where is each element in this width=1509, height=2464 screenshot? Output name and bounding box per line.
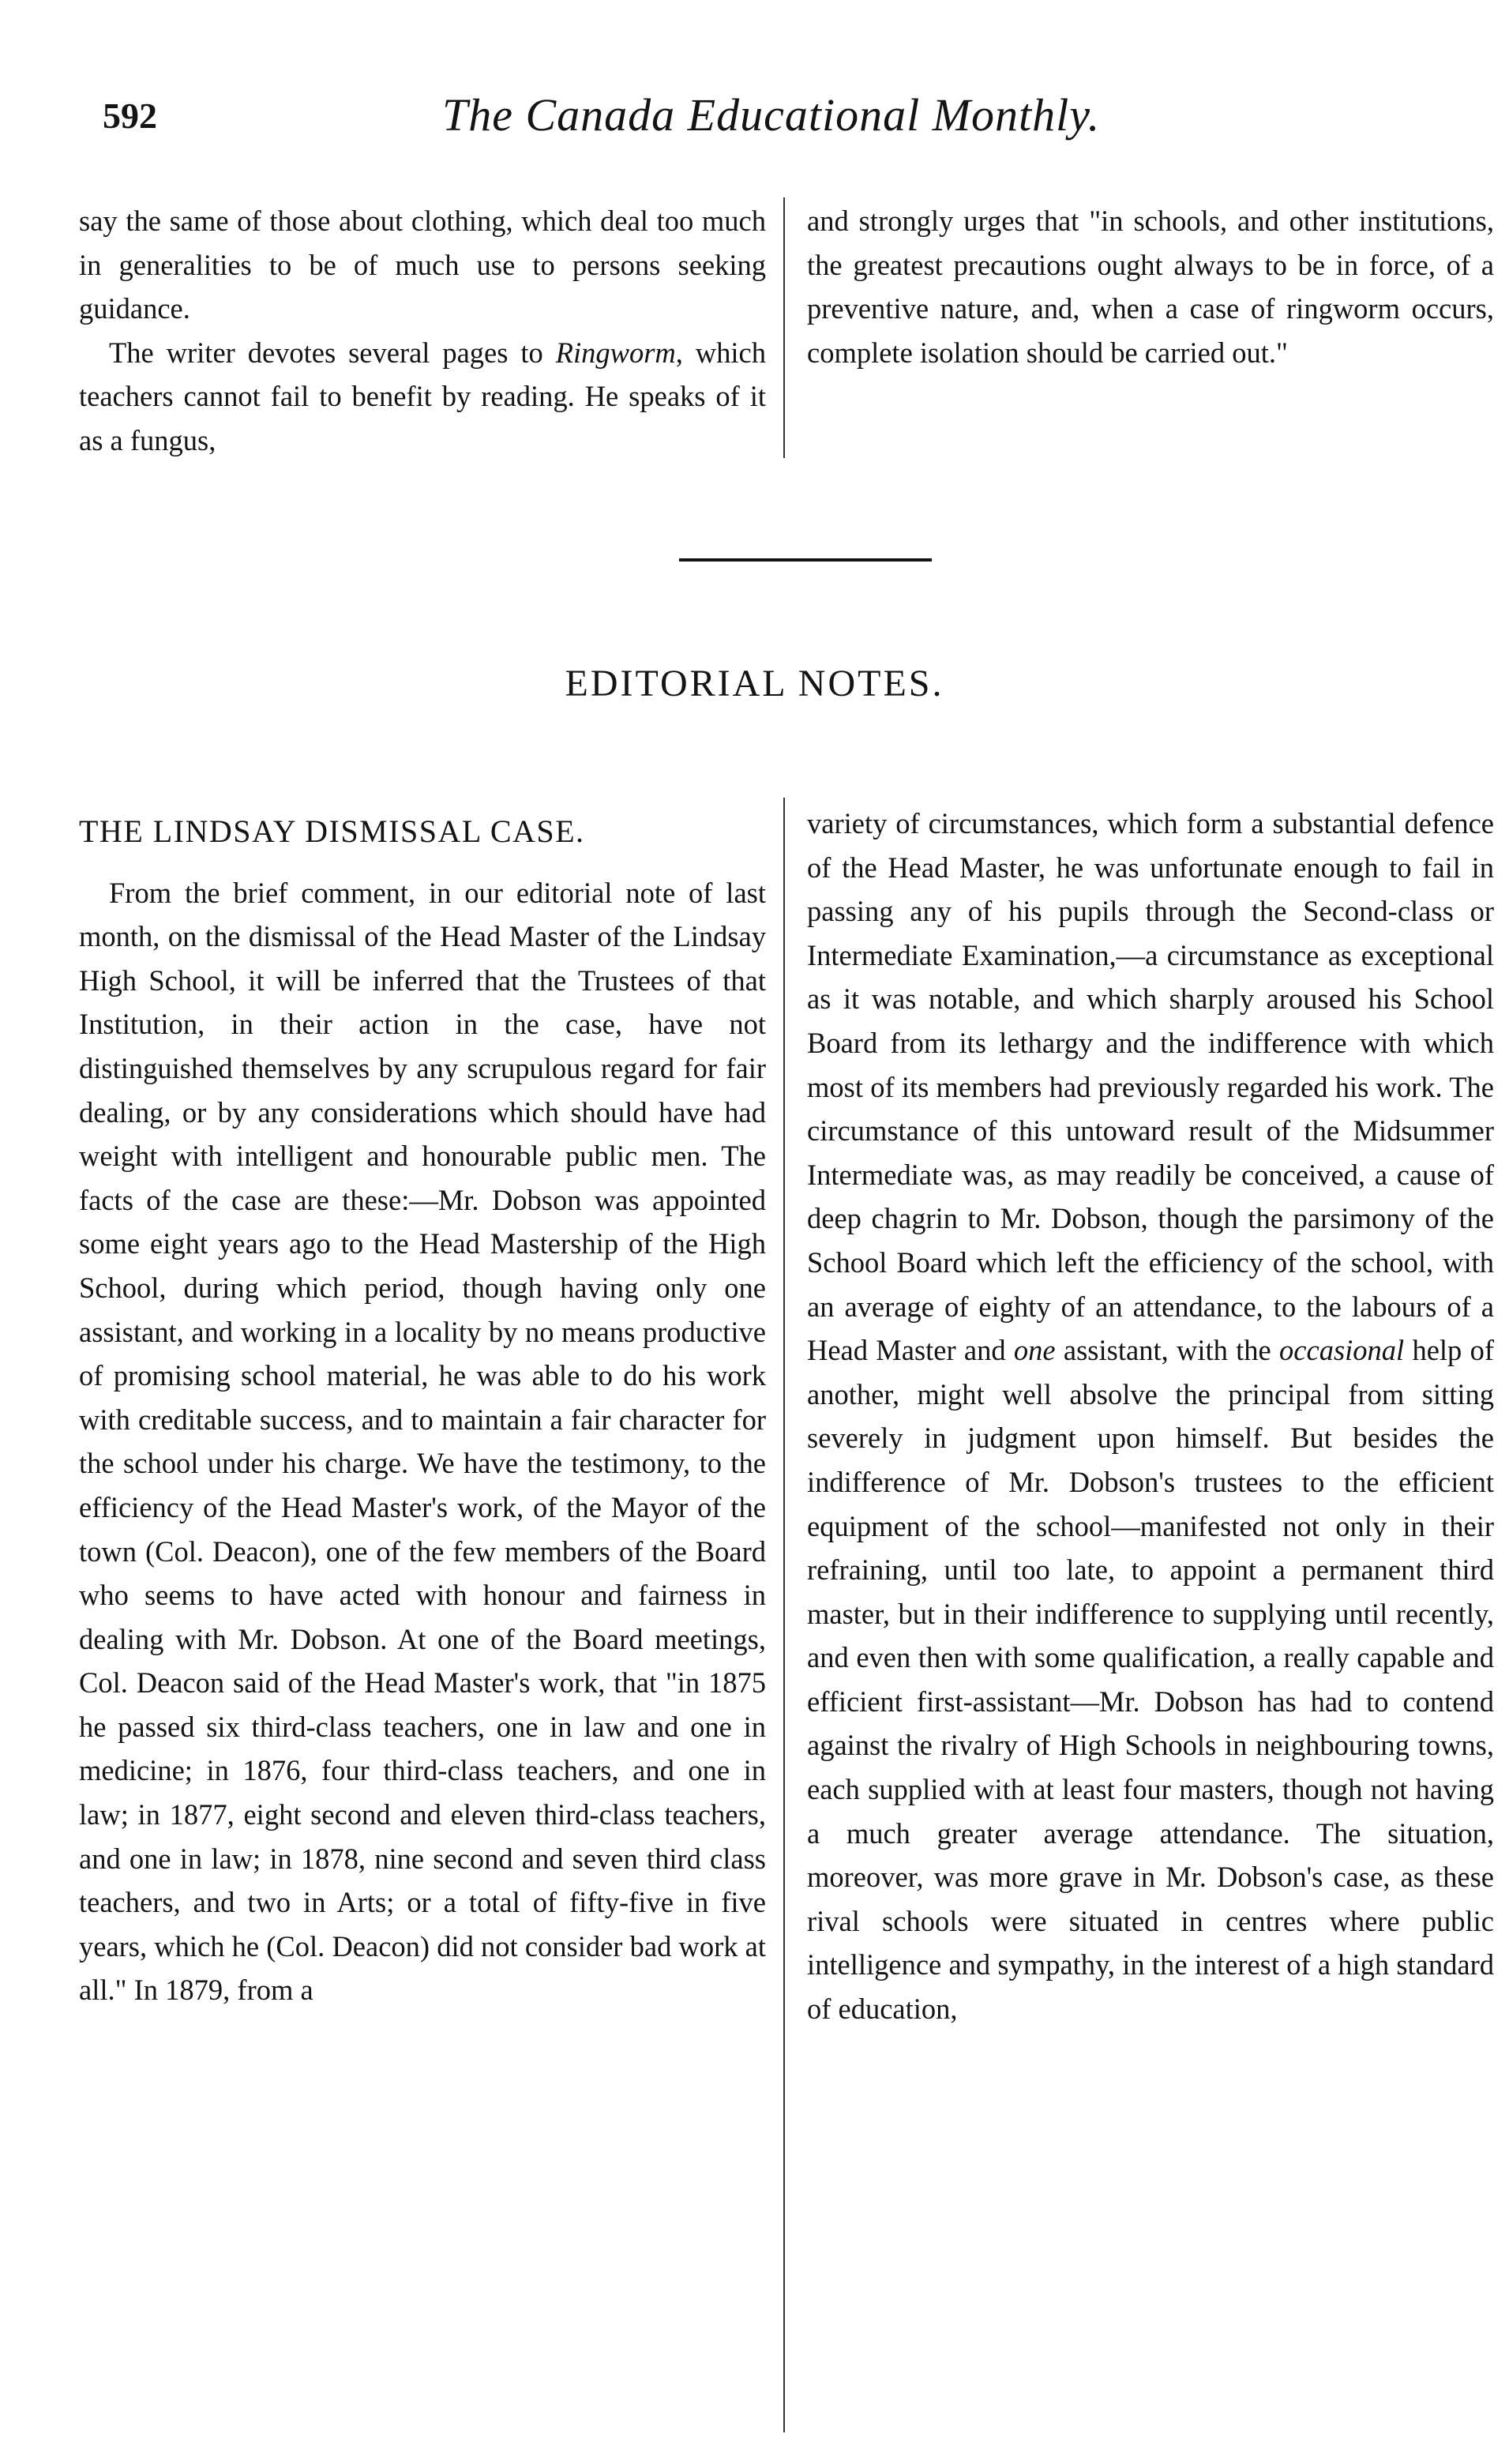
italic-occasional: occasional: [1279, 1334, 1405, 1367]
top-left-paragraph-1: say the same of those about clothing, which deal too much in generalities to be of much use to persons seeking guidance.: [79, 205, 766, 325]
ringworm-italic: Ringworm: [555, 336, 676, 369]
section-divider: [679, 558, 932, 562]
top-right-column: [807, 199, 1494, 374]
running-title: The Canada Educational Monthly.: [442, 89, 1101, 141]
page-number: 592: [103, 96, 157, 136]
top-left-paragraph-2: [79, 331, 766, 463]
right-text-part-3: help of another, might well absolve the principal from sitting severely in judgment upon himself. But besides the indifference of Mr. Dobson's trustees to the efficient equipment of the school—manifested not only in their refraining, until too late, to appoint a permanent third master, but in their indifference to supplying until recently, and even then with some qualification, a really capable and efficient first-assistant—Mr. Dobson has had to contend against the rivalry of High Schools in neighbouring towns, each supplied with at least four masters, though not having a much greater average attendance. The situation, moreover, was more grave in Mr. Dobson's case, as these rival schools were situated in centres where public intelligence and sympathy, in the interest of a high standard of education,: [807, 1334, 1494, 2026]
ringworm-intro: The writer devotes several pages to: [109, 336, 543, 369]
top-left-column: [79, 199, 766, 463]
right-text-part-2: assistant, with the: [1055, 1334, 1271, 1367]
article-title: THE LINDSAY DISMISSAL CASE.: [79, 813, 585, 849]
article-right-column: [807, 802, 1494, 2031]
ringworm-rest: , which teachers cannot fail to benefit by reading. He speaks of it as a fungus,: [79, 336, 766, 456]
article-column-rule: [783, 798, 785, 2432]
top-column-rule: [783, 197, 785, 458]
italic-one: one: [1013, 1334, 1056, 1367]
section-heading: EDITORIAL NOTES.: [565, 663, 944, 704]
article-right-paragraph: [807, 802, 1494, 2031]
right-text-part-1: variety of circumstances, which form a substantial defence of the Head Master, he was unfortunate enough to fail in passing any of his pupils through the Second-class or Intermediate Examination,—a circumstance as exceptional as it was notable, and which sharply aroused his School Board from its lethargy and the indifference with which most of its members had previously regarded his work. The circumstance of this untoward result of the Midsummer Intermediate was, as may readily be conceived, a cause of deep chagrin to Mr. Dobson, though the parsimony of the School Board which left the efficiency of the school, with an average of eighty of an attendance, to the labours of a Head Master and: [807, 807, 1494, 1367]
article-left-paragraph: From the brief comment, in our editorial note of last month, on the dismissal of the Head Master of the Lindsay High School, it will be inferred that the Trustees of that Institution, in their action in the case, have not distinguished themselves by any scrupulous regard for fair dealing, or by any considerations which should have had weight with intelligent and honourable public men. The facts of the case are these:—Mr. Dobson was appointed some eight years ago to the Head Mastership of the High School, during which period, though having only one assistant, and working in a locality by no means productive of promising school material, he was able to do his work with creditable success, and to maintain a fair character for the school under his charge. We have the testimony, to the efficiency of the Head Master's work, of the Mayor of the town (Col. Deacon), one of the few members of the Board who seems to have acted with honour and fairness in dealing with Mr. Dobson. At one of the Board meetings, Col. Deacon said of the Head Master's work, that "in 1875 he passed six third-class teachers, one in law and one in medicine; in 1876, four third-class teachers, and one in law; in 1877, eight second and eleven third-class teachers, and one in law; in 1878, nine second and seven third class teachers, and two in Arts; or a total of fifty-five in five years, which he (Col. Deacon) did not consider bad work at all." In 1879, from a: [79, 876, 766, 2007]
article-left-column: [79, 809, 766, 2012]
top-right-paragraph-1: and strongly urges that "in schools, and other institutions, the greatest precautions ought always to be in force, of a preventive nature, and, when a case of ringworm occurs, complete isolation should be carried out.": [807, 205, 1494, 369]
